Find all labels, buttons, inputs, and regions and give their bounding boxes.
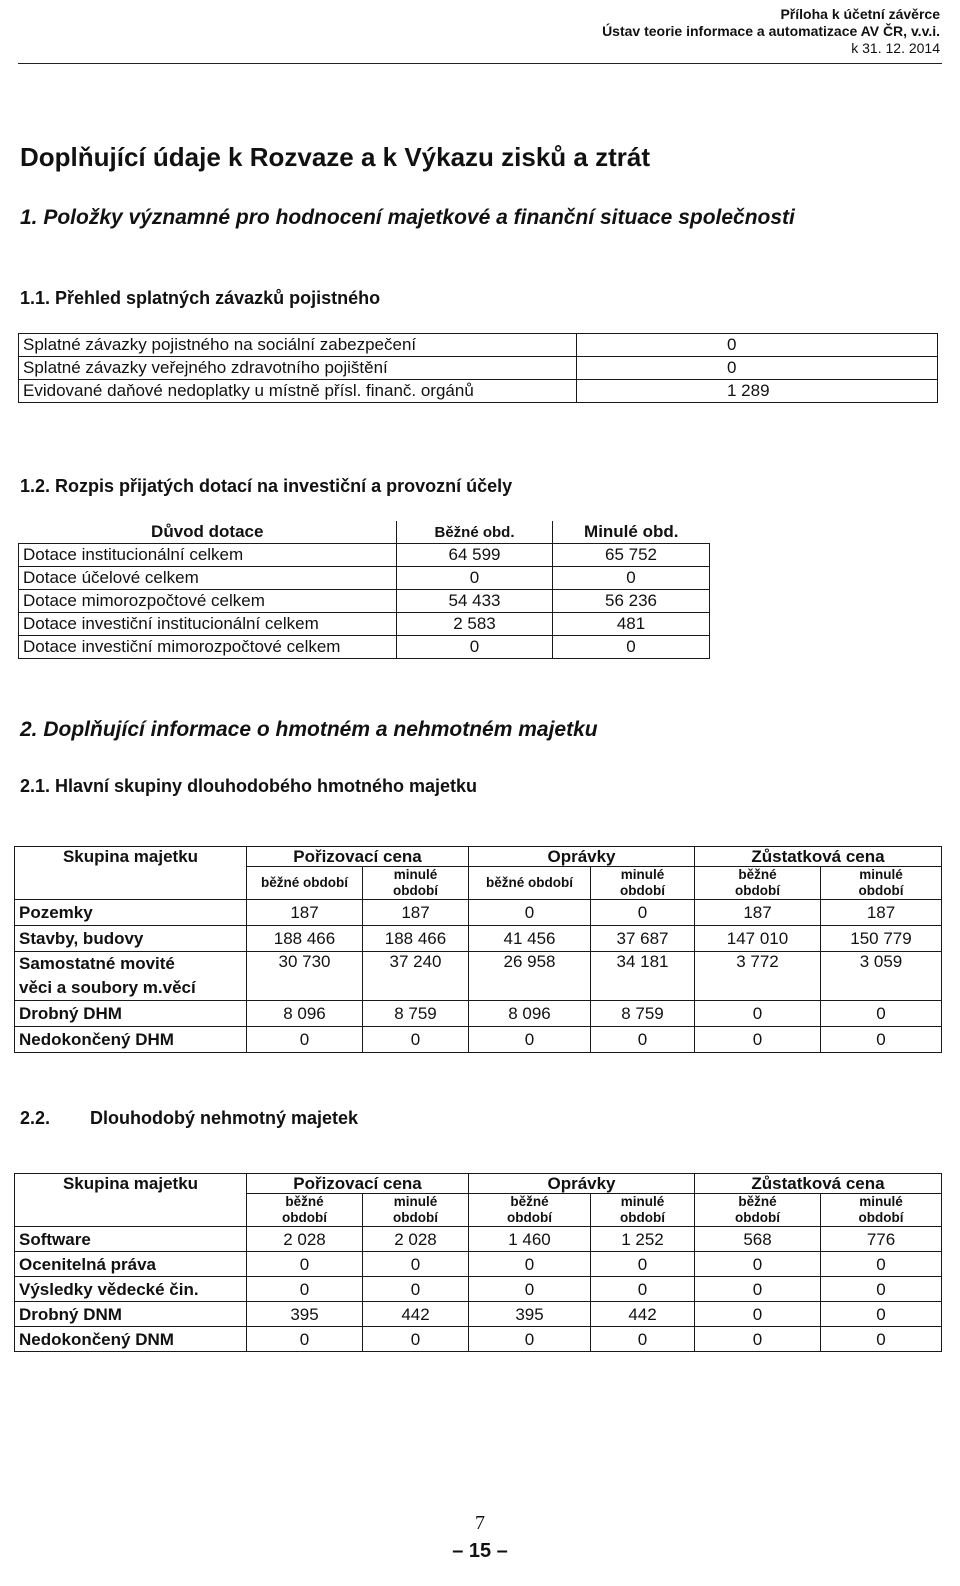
value-cell: 8 759: [591, 1001, 695, 1027]
value-cell: 1 460: [469, 1227, 591, 1252]
subheader-cell: [469, 1194, 591, 1227]
value-cell: 187: [363, 900, 469, 926]
row-label: Software: [15, 1227, 247, 1252]
value-cell: 147 010: [695, 926, 821, 952]
subheader-line: minulé: [620, 867, 665, 882]
value-cell: 187: [695, 900, 821, 926]
value-cell: 0: [695, 1277, 821, 1302]
table-row: [19, 380, 938, 403]
value-cell: 0: [591, 1277, 695, 1302]
page-number: – 15 –: [452, 1540, 508, 1562]
value-current: 54 433: [397, 590, 553, 613]
value-cell: 188 466: [363, 926, 469, 952]
value-cell: 8 096: [469, 1001, 591, 1027]
page-title: Doplňující údaje k Rozvaze a k Výkazu zisků a ztrát: [20, 142, 650, 172]
subheader-cell: [247, 867, 363, 900]
group-header-residual: Zůstatková cena: [695, 1174, 942, 1194]
row-label: Pozemky: [15, 900, 247, 926]
row-label: Dotace investiční mimorozpočtové celkem: [19, 636, 397, 659]
table-row: [15, 952, 942, 1001]
value-cell: 0: [247, 1027, 363, 1053]
row-label: Dotace institucionální celkem: [19, 544, 397, 567]
subheader-cell: [363, 867, 469, 900]
value-cell: 0: [821, 1252, 942, 1277]
value-cell: 0: [821, 1001, 942, 1027]
subheader-line: období: [620, 883, 665, 898]
value-previous: 65 752: [553, 544, 710, 567]
value-cell: 37 240: [363, 952, 469, 1001]
table-row: [15, 1227, 942, 1252]
row-label-line: věci a soubory m.věcí: [19, 978, 196, 997]
row-label: Stavby, budovy: [15, 926, 247, 952]
group-header-residual: Zůstatková cena: [695, 847, 942, 867]
subheader-line: běžné: [738, 1194, 777, 1209]
value-cell: 0: [695, 1252, 821, 1277]
value-cell: 0: [591, 1027, 695, 1053]
subheader-line: běžné období: [486, 875, 573, 890]
section-number: 2.2.: [20, 1108, 51, 1128]
table-row: [19, 357, 938, 380]
value-cell: 187: [247, 900, 363, 926]
group-header-depreciation: Oprávky: [469, 847, 695, 867]
value-cell: 37 687: [591, 926, 695, 952]
intangible-assets-table: [14, 1173, 942, 1352]
value-cell: 0: [469, 900, 591, 926]
table-row: [15, 1001, 942, 1027]
table-row: [15, 926, 942, 952]
value-cell: 0: [247, 1277, 363, 1302]
header-rule: [18, 63, 942, 64]
row-label: [15, 952, 247, 1001]
value-cell: 150 779: [821, 926, 942, 952]
row-value: 0: [577, 334, 938, 357]
tangible-assets-table: [14, 846, 942, 1053]
value-cell: 187: [821, 900, 942, 926]
value-cell: 0: [695, 1302, 821, 1327]
subheader-cell: [469, 867, 591, 900]
subheader-cell: [591, 867, 695, 900]
subheader-cell: [591, 1194, 695, 1227]
subheader-line: běžné: [285, 1194, 324, 1209]
table-row: [19, 636, 710, 659]
subheader-cell: [821, 867, 942, 900]
value-cell: 0: [695, 1027, 821, 1053]
value-cell: 0: [469, 1027, 591, 1053]
value-cell: 0: [591, 900, 695, 926]
value-cell: 0: [821, 1327, 942, 1352]
row-label: Dotace mimorozpočtové celkem: [19, 590, 397, 613]
value-cell: 0: [591, 1327, 695, 1352]
value-cell: 8 759: [363, 1001, 469, 1027]
subheader-line: minulé: [859, 867, 903, 882]
row-label: Splatné závazky veřejného zdravotního pojištění: [19, 357, 577, 380]
row-label: Výsledky vědecké čin.: [15, 1277, 247, 1302]
value-cell: 0: [363, 1027, 469, 1053]
value-cell: 0: [591, 1252, 695, 1277]
subheader-line: období: [282, 1210, 327, 1225]
table-row: [15, 1327, 942, 1352]
subheader-line: minulé: [620, 1194, 665, 1209]
section-2-title: 2. Doplňující informace o hmotném a nehmotném majetku: [20, 718, 598, 741]
document-header: [602, 6, 940, 57]
subheader-line: období: [507, 1210, 552, 1225]
table-row: [19, 334, 938, 357]
subheader-line: období: [620, 1210, 665, 1225]
subheader-line: období: [858, 883, 904, 898]
subheader-line: období: [858, 1210, 904, 1225]
value-current: 2 583: [397, 613, 553, 636]
value-current: 0: [397, 636, 553, 659]
header-line-1: Příloha k účetní závěrce: [780, 6, 940, 22]
col-header-previous: Minulé obd.: [553, 521, 710, 544]
table-row: [15, 900, 942, 926]
table-row: [19, 544, 710, 567]
value-cell: 0: [469, 1252, 591, 1277]
value-cell: 8 096: [247, 1001, 363, 1027]
col-header-group: Skupina majetku: [15, 847, 247, 900]
value-cell: 442: [591, 1302, 695, 1327]
row-label: Ocenitelná práva: [15, 1252, 247, 1277]
value-current: 0: [397, 567, 553, 590]
table-row: [15, 1252, 942, 1277]
value-cell: 188 466: [247, 926, 363, 952]
value-cell: 3 059: [821, 952, 942, 1001]
subheader-line: běžné: [738, 867, 777, 882]
subheader-line: minulé: [859, 1194, 903, 1209]
row-value: 1 289: [577, 380, 938, 403]
section-2-2-title: [20, 1108, 358, 1129]
table-row: [19, 590, 710, 613]
value-cell: 0: [363, 1327, 469, 1352]
header-line-2: Ústav teorie informace a automatizace AV ČR, v.v.i.: [602, 23, 940, 39]
value-cell: 3 772: [695, 952, 821, 1001]
page-number-small: 7: [475, 1512, 485, 1534]
value-previous: 481: [553, 613, 710, 636]
table-row: [19, 567, 710, 590]
section-1-title: 1. Položky významné pro hodnocení majetkové a finanční situace společnosti: [20, 206, 795, 229]
col-header-group: Skupina majetku: [15, 1174, 247, 1227]
table-header-row: [19, 521, 710, 544]
value-cell: 0: [821, 1302, 942, 1327]
table-row: [15, 1027, 942, 1053]
table-header-row: [15, 847, 942, 867]
section-1-2-title: 1.2. Rozpis přijatých dotací na investiční a provozní účely: [20, 476, 513, 496]
value-cell: 34 181: [591, 952, 695, 1001]
table-row: [15, 1302, 942, 1327]
subheader-line: období: [735, 1210, 780, 1225]
group-header-cost: Pořizovací cena: [247, 1174, 469, 1194]
row-label: Dotace investiční institucionální celkem: [19, 613, 397, 636]
value-cell: 0: [469, 1277, 591, 1302]
table-row: [15, 1277, 942, 1302]
row-label: Nedokončený DHM: [15, 1027, 247, 1053]
value-cell: 0: [695, 1327, 821, 1352]
table-row: [19, 613, 710, 636]
value-cell: 30 730: [247, 952, 363, 1001]
value-cell: 776: [821, 1227, 942, 1252]
subheader-line: období: [735, 883, 780, 898]
value-cell: 568: [695, 1227, 821, 1252]
value-previous: 0: [553, 636, 710, 659]
value-cell: 26 958: [469, 952, 591, 1001]
group-header-cost: Pořizovací cena: [247, 847, 469, 867]
value-cell: 2 028: [363, 1227, 469, 1252]
col-header-current: Běžné obd.: [397, 521, 553, 544]
row-label: Nedokončený DNM: [15, 1327, 247, 1352]
col-header-reason: Důvod dotace: [19, 521, 397, 544]
subheader-line: období: [393, 1210, 438, 1225]
value-cell: 0: [821, 1027, 942, 1053]
value-cell: 2 028: [247, 1227, 363, 1252]
value-cell: 395: [469, 1302, 591, 1327]
value-cell: 41 456: [469, 926, 591, 952]
group-header-depreciation: Oprávky: [469, 1174, 695, 1194]
header-line-3: k 31. 12. 2014: [851, 40, 940, 56]
subheader-cell: [247, 1194, 363, 1227]
section-2-1-title: 2.1. Hlavní skupiny dlouhodobého hmotného majetku: [20, 776, 478, 796]
subheader-cell: [821, 1194, 942, 1227]
value-cell: 0: [821, 1277, 942, 1302]
table-header-row: [15, 1174, 942, 1194]
value-current: 64 599: [397, 544, 553, 567]
section-1-1-title: 1.1. Přehled splatných závazků pojistného: [20, 288, 381, 308]
row-label: Splatné závazky pojistného na sociální zabezpečení: [19, 334, 577, 357]
subheader-cell: [695, 867, 821, 900]
value-cell: 0: [363, 1252, 469, 1277]
subheader-cell: [363, 1194, 469, 1227]
row-label-line: Samostatné movité: [19, 954, 175, 973]
subsidies-table: [18, 521, 710, 659]
subheader-line: běžné období: [261, 875, 348, 890]
row-label: Drobný DHM: [15, 1001, 247, 1027]
section-text: Dlouhodobý nehmotný majetek: [90, 1108, 359, 1128]
row-label: Dotace účelové celkem: [19, 567, 397, 590]
value-cell: 0: [247, 1252, 363, 1277]
value-cell: 0: [247, 1327, 363, 1352]
row-label: Drobný DNM: [15, 1302, 247, 1327]
value-cell: 0: [469, 1327, 591, 1352]
subheader-line: období: [393, 883, 438, 898]
row-label: Evidované daňové nedoplatky u místně přísl. finanč. orgánů: [19, 380, 577, 403]
value-previous: 0: [553, 567, 710, 590]
subheader-cell: [695, 1194, 821, 1227]
row-value: 0: [577, 357, 938, 380]
value-cell: 442: [363, 1302, 469, 1327]
subheader-line: běžné: [510, 1194, 549, 1209]
value-cell: 1 252: [591, 1227, 695, 1252]
value-cell: 0: [363, 1277, 469, 1302]
liabilities-table: [18, 333, 938, 403]
subheader-line: minulé: [393, 867, 438, 882]
value-cell: 0: [695, 1001, 821, 1027]
subheader-line: minulé: [393, 1194, 438, 1209]
value-previous: 56 236: [553, 590, 710, 613]
value-cell: 395: [247, 1302, 363, 1327]
